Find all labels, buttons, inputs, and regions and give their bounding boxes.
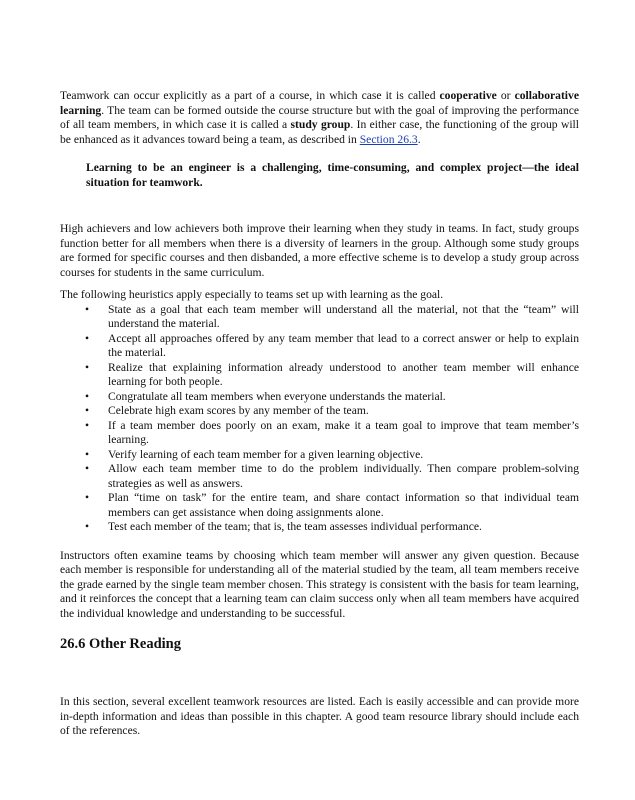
heuristic-text: Celebrate high exam scores by any member of the team. <box>108 404 369 417</box>
intro-text-4: . In either case, the functioning of the group will be enhanced as it advances toward being a team, as described in <box>60 118 579 146</box>
bullet-icon: • <box>85 447 90 461</box>
heuristic-text: Accept all approaches offered by any team member that lead to a correct answer or help to explain the material. <box>108 331 579 359</box>
bullet-icon: • <box>85 389 90 403</box>
heuristic-item <box>85 520 579 535</box>
heuristic-item <box>85 303 579 332</box>
heuristic-item <box>85 361 579 390</box>
heuristic-item <box>85 390 579 405</box>
heuristic-text: Allow each team member time to do the problem individually. Then compare problem-solving strategies as well as answers. <box>108 462 579 490</box>
heuristic-text: Congratulate all team members when everyone understands the material. <box>108 389 446 403</box>
bullet-icon: • <box>85 520 90 533</box>
bullet-icon: • <box>85 302 90 316</box>
intro-text-1: Teamwork can occur explicitly as a part of a course, in which case it is called <box>60 89 440 102</box>
heuristic-item <box>85 448 579 463</box>
heuristic-text: Test each member of the team; that is, the team assesses individual performance. <box>108 520 482 533</box>
page-content <box>60 89 579 739</box>
heuristic-item <box>85 404 579 419</box>
heuristic-text: Plan “time on task” for the entire team, and share contact information so that individual team members can get assistance when doing assignments alone. <box>108 491 579 519</box>
term-cooperative: cooperative <box>439 89 497 102</box>
bullet-icon: • <box>85 404 90 417</box>
term-collaborative-learning: collaborative learning <box>60 89 579 117</box>
bullet-icon: • <box>85 418 90 432</box>
intro-paragraph <box>60 89 579 147</box>
instructors-paragraph: Instructors often examine teams by choosing which team member will answer any given question. Because each member is responsible for understanding all of the material studied by the team, all team members receive the grade earned by the single team member chosen. This strategy is consistent with the basis for team learning, and it reinforces the concept that a learning team can claim success only when all team members have acquired the individual knowledge and understanding to be successful. <box>60 548 579 620</box>
heuristic-item <box>85 462 579 491</box>
heuristic-item <box>85 419 579 448</box>
bullet-icon: • <box>85 331 90 345</box>
study-groups-paragraph: High achievers and low achievers both improve their learning when they study in teams. In fact, study groups function better for all members when there is a diversity of learners in the group. Although some study groups are formed for specific courses and then disbanded, a more effective scheme is to develop a study group across courses for students in the same curriculum. <box>60 222 579 279</box>
other-reading-paragraph: In this section, several excellent teamwork resources are listed. Each is easily accessible and can provide more in-depth information and ideas than possible in this chapter. A good team resource library should include each of the references. <box>60 695 579 737</box>
bullet-icon: • <box>85 462 90 475</box>
highlight-quote: Learning to be an engineer is a challenging, time-consuming, and complex project—the ideal situation for teamwork. <box>86 161 579 189</box>
heuristic-text: If a team member does poorly on an exam, make it a team goal to improve that team member’s learning. <box>108 418 579 446</box>
heuristic-text: State as a goal that each team member will understand all the material, not that the “team” will understand the material. <box>108 302 579 330</box>
bullet-icon: • <box>85 491 90 504</box>
section-heading: 26.6 Other Reading <box>60 636 181 652</box>
heuristics-intro: The following heuristics apply especially to teams set up with learning as the goal. <box>60 288 444 301</box>
heuristic-text: Verify learning of each team member for a given learning objective. <box>108 447 424 461</box>
heuristic-text: Realize that explaining information already understood to another team member will enhance learning for both people. <box>108 360 579 388</box>
term-study-group: study group <box>290 118 351 131</box>
intro-text-5: . <box>417 132 421 146</box>
heuristics-list <box>60 303 579 535</box>
intro-text-3: . The team can be formed outside the course structure but with the goal of improving the performance of all team members, in which case it is called a <box>60 103 579 131</box>
bullet-icon: • <box>85 360 90 374</box>
section-link[interactable]: Section 26.3 <box>359 132 418 146</box>
heuristic-item <box>85 332 579 361</box>
heuristic-item <box>85 491 579 520</box>
intro-text-2: or <box>496 89 515 102</box>
